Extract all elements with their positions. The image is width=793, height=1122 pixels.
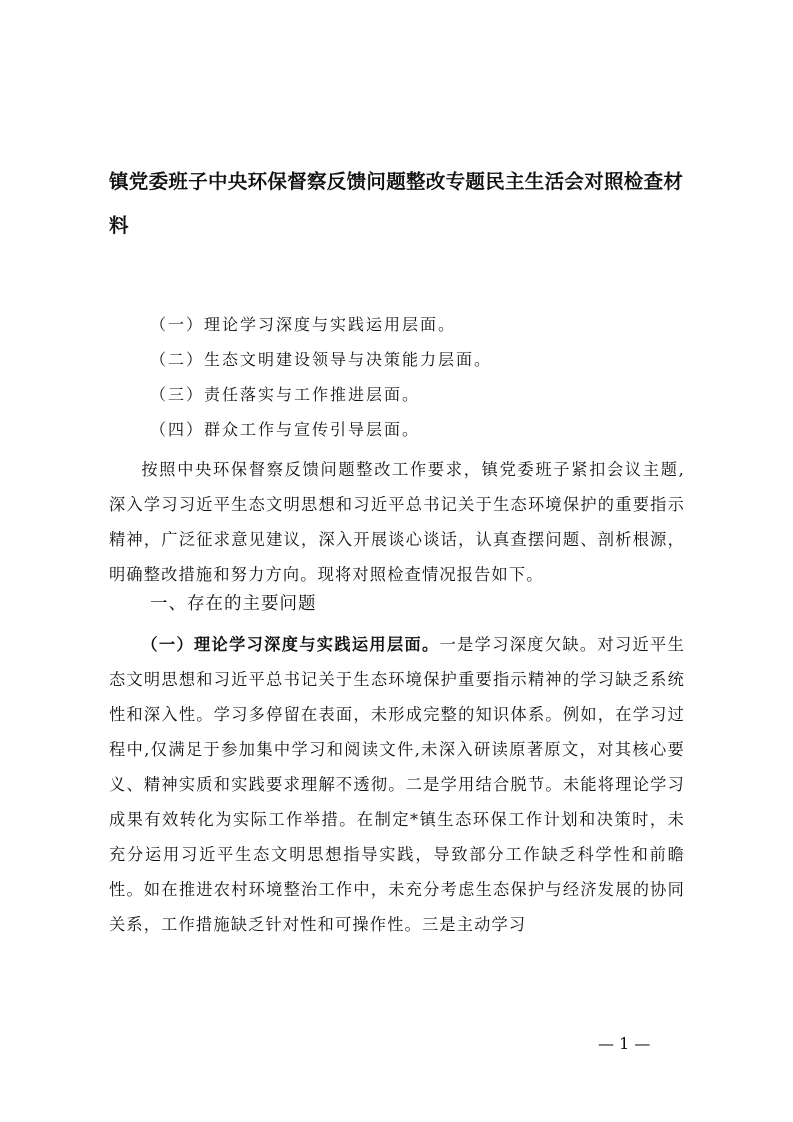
outline-item-4: （四）群众工作与宣传引导层面。 [150,420,421,439]
section-paragraph-text: 一是学习深度欠缺。对习近平生态文明思想和习近平总书记关于生态环境保护重要指示精神的学习缺乏系统性和深入性。学习多停留在表面，未形成完整的知识体系。例如，在学习过程中,仅满足于参加集中学习和阅读文件,未深入研读原著原文，对其核心要义、精神实质和实践要求理解不透彻。二是学用结合脱节。未能将理论学习成果有效转化为实际工作举措。在制定*镇生态环保工作计划和决策时，未充分运用习近平生态文明思想指导实践，导致部分工作缺乏科学性和前瞻性。如在推进农村环境整治工作中，未充分考虑生态保护与经济发展的协同关系，工作措施缺乏针对性和可操作性。三是主动学习 [109,635,685,934]
outline-item-2: （二）生态文明建设领导与决策能力层面。 [150,350,493,369]
outline-item-1: （一）理论学习深度与实践运用层面。 [150,315,457,334]
section-heading: 一、存在的主要问题 [150,594,317,614]
section-paragraph-lead: （一）理论学习深度与实践运用层面。 [141,635,440,654]
intro-paragraph: 按照中央环保督察反馈问题整改工作要求，镇党委班子紧扣会议主题,深入学习习近平生态文明思想和习近平总书记关于生态环境保护的重要指示精神，广泛征求意见建议，深入开展谈心谈话，认真查摆问题、剖析根源，明确整改措施和努力方向。现将对照检查情况报告如下。 [109,460,685,584]
outline-item-3: （三）责任落实与工作推进层面。 [150,385,421,404]
section-paragraph [109,627,685,942]
page-number: — 1 — [598,1034,651,1053]
document-title: 镇党委班子中央环保督察反馈问题整改专题民主生活会对照检查材料 [109,170,684,237]
